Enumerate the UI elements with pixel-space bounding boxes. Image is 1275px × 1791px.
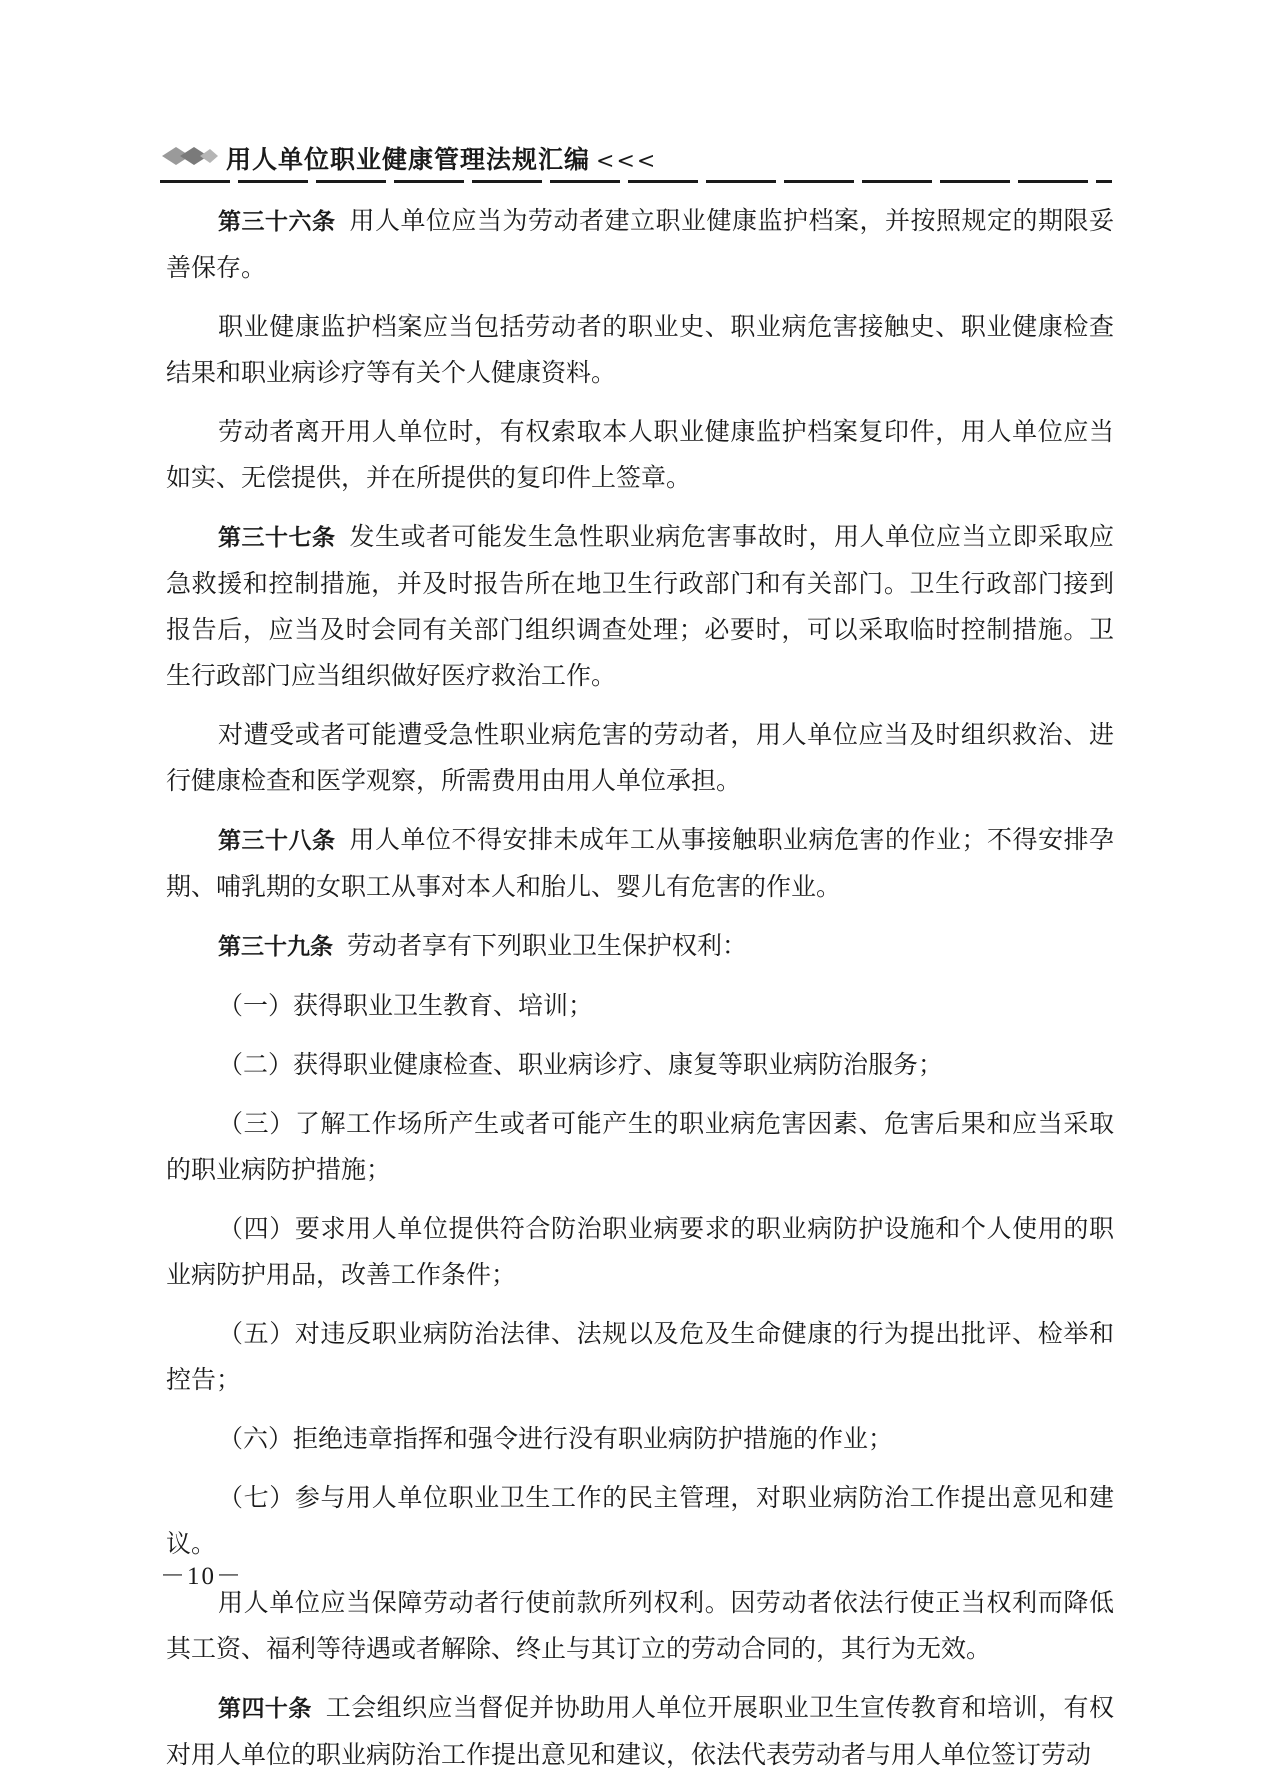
header-rule: [160, 180, 1112, 183]
header-chevrons: <<<: [596, 149, 658, 174]
paragraph-text: （六）拒绝违章指挥和强令进行没有职业病防护措施的作业；: [218, 1424, 894, 1453]
article-paragraph: [166, 514, 1114, 699]
body-paragraph: [166, 1416, 1114, 1462]
body-paragraph: [166, 1101, 1114, 1193]
article-number: 第三十八条: [218, 828, 336, 854]
paragraph-text: 劳动者享有下列职业卫生保护权利：: [347, 931, 748, 960]
paragraph-text: （七）参与用人单位职业卫生工作的民主管理，对职业病防治工作提出意见和建议。: [166, 1483, 1114, 1558]
paragraph-text: 劳动者离开用人单位时，有权索取本人职业健康监护档案复印件，用人单位应当如实、无偿提供，并在所提供的复印件上签章。: [166, 417, 1114, 492]
article-paragraph: [166, 198, 1114, 291]
running-header: [160, 136, 1112, 184]
header-title-text: 用人单位职业健康管理法规汇编: [226, 145, 591, 174]
article-paragraph: [166, 817, 1114, 910]
paragraph-text: （二）获得职业健康检查、职业病诊疗、康复等职业病防治服务；: [218, 1050, 944, 1079]
article-number: 第三十六条: [218, 209, 336, 235]
body-paragraph: [166, 1580, 1114, 1672]
paragraph-text: 工会组织应当督促并协助用人单位开展职业卫生宣传教育和培训，有权对用人单位的职业病防治工作提出意见和建议，依法代表劳动者与用人单位签订劳动: [166, 1693, 1114, 1769]
article-number: 第三十九条: [218, 934, 333, 960]
paragraph-text: （五）对违反职业病防治法律、法规以及危及生命健康的行为提出批评、检举和控告；: [166, 1319, 1114, 1394]
document-body: [166, 198, 1114, 1791]
paragraph-text: 用人单位不得安排未成年工从事接触职业病危害的作业；不得安排孕期、哺乳期的女职工从事对本人和胎儿、婴儿有危害的作业。: [166, 825, 1114, 901]
paragraph-text: 发生或者可能发生急性职业病危害事故时，用人单位应当立即采取应急救援和控制措施，并及时报告所在地卫生行政部门和有关部门。卫生行政部门接到报告后，应当及时会同有关部门组织调查处理；必要时，可以采取临时控制措施。卫生行政部门应当组织做好医疗救治工作。: [166, 522, 1114, 690]
body-paragraph: [166, 409, 1114, 501]
paragraph-text: （三）了解工作场所产生或者可能产生的职业病危害因素、危害后果和应当采取的职业病防护措施；: [166, 1109, 1114, 1184]
double-arrow-logo-icon: [160, 144, 220, 168]
article-paragraph: [166, 923, 1114, 970]
body-paragraph: [166, 304, 1114, 396]
article-paragraph: [166, 1685, 1114, 1778]
article-number: 第四十条: [218, 1696, 312, 1722]
header-title: [226, 140, 657, 176]
paragraph-text: 用人单位应当为劳动者建立职业健康监护档案，并按照规定的期限妥善保存。: [166, 206, 1114, 282]
body-paragraph: [166, 1042, 1114, 1088]
paragraph-text: （四）要求用人单位提供符合防治职业病要求的职业病防护设施和个人使用的职业病防护用品，改善工作条件；: [166, 1214, 1114, 1289]
paragraph-text: 用人单位应当保障劳动者行使前款所列权利。因劳动者依法行使正当权利而降低其工资、福利等待遇或者解除、终止与其订立的劳动合同的，其行为无效。: [166, 1588, 1114, 1663]
body-paragraph: [166, 712, 1114, 804]
body-paragraph: [166, 1311, 1114, 1403]
body-paragraph: [166, 1475, 1114, 1567]
page-number: －10－: [160, 1563, 244, 1590]
article-number: 第三十七条: [218, 525, 336, 551]
paragraph-text: 职业健康监护档案应当包括劳动者的职业史、职业病危害接触史、职业健康检查结果和职业病诊疗等有关个人健康资料。: [166, 312, 1114, 387]
body-paragraph: [166, 1206, 1114, 1298]
paragraph-text: 对遭受或者可能遭受急性职业病危害的劳动者，用人单位应当及时组织救治、进行健康检查和医学观察，所需费用由用人单位承担。: [166, 720, 1114, 795]
paragraph-text: （一）获得职业卫生教育、培训；: [218, 991, 594, 1020]
body-paragraph: [166, 983, 1114, 1029]
